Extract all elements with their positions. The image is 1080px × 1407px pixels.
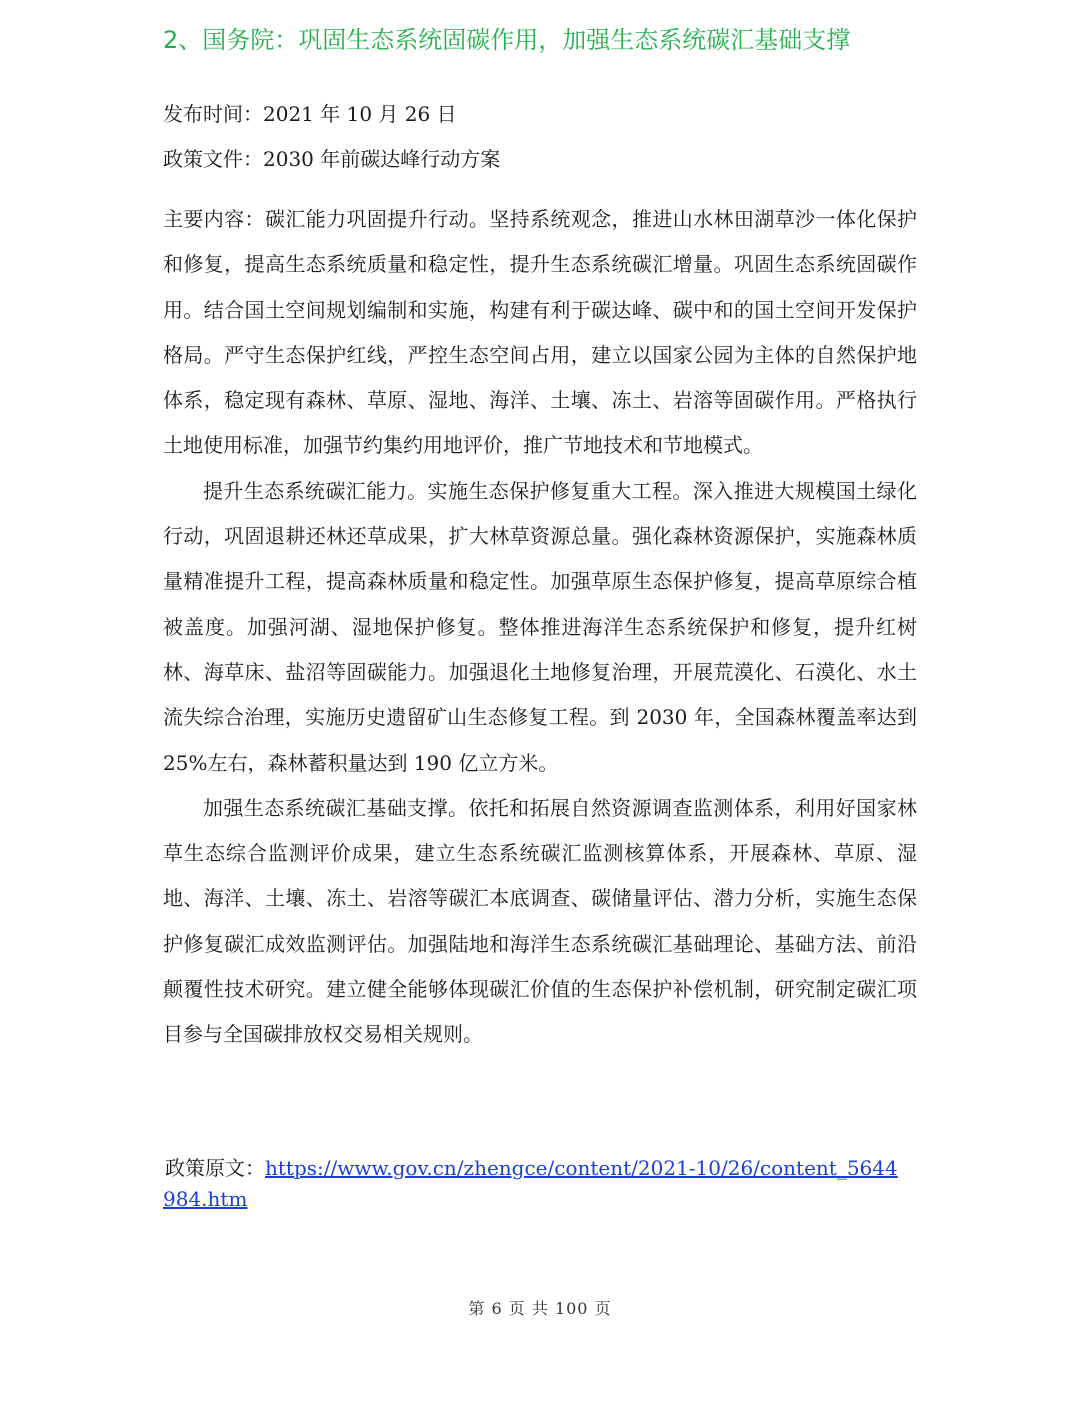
main-content: [163, 197, 917, 1058]
paragraph-carbon-sink-foundation: 加强生态系统碳汇基础支撑。依托和拓展自然资源调查监测体系，利用好国家林草生态综合监测评价成果，建立生态系统碳汇监测核算体系，开展森林、草原、湿地、海洋、土壤、冻土、岩溶等碳汇本底调查、碳储量评估、潜力分析，实施生态保护修复碳汇成效监测评估。加强陆地和海洋生态系统碳汇基础理论、基础方法、前沿颠覆性技术研究。建立健全能够体现碳汇价值的生态保护补偿机制，研究制定碳汇项目参与全国碳排放权交易相关规则。: [163, 795, 917, 1047]
policy-document-title: 政策文件：2030 年前碳达峰行动方案: [163, 147, 501, 171]
source-link[interactable]: https://www.gov.cn/zhengce/content/2021-10/26/content_5644984.htm: [163, 1156, 898, 1211]
paragraph-carbon-sink-capacity: 提升生态系统碳汇能力。实施生态保护修复重大工程。深入推进大规模国土绿化行动，巩固退耕还林还草成果，扩大林草资源总量。强化森林资源保护，实施森林质量精准提升工程，提高森林质量和稳定性。加强草原生态保护修复，提高草原综合植被盖度。加强河湖、湿地保护修复。整体推进海洋生态系统保护和修复，提升红树林、海草床、盐沼等固碳能力。加强退化土地修复治理，开展荒漠化、石漠化、水土流失综合治理，实施历史遗留矿山生态修复工程。到 2030 年，全国森林覆盖率达到 25%左右，森林蓄积量达到 190 亿立方米。: [163, 478, 917, 775]
paragraph-main-content: 主要内容：碳汇能力巩固提升行动。坚持系统观念，推进山水林田湖草沙一体化保护和修复，提高生态系统质量和稳定性，提升生态系统碳汇增量。巩固生态系统固碳作用。结合国土空间规划编制和实施，构建有利于碳达峰、碳中和的国土空间开发保护格局。严守生态保护红线，严控生态空间占用，建立以国家公园为主体的自然保护地体系，稳定现有森林、草原、湿地、海洋、土壤、冻土、岩溶等固碳作用。严格执行土地使用标准，加强节约集约用地评价，推广节地技术和节地模式。: [163, 207, 917, 458]
page-number: 第 6 页 共 100 页: [468, 1299, 612, 1318]
publish-date: 发布时间：2021 年 10 月 26 日: [163, 102, 457, 126]
policy-source: [163, 1153, 903, 1215]
section-heading: 2、国务院：巩固生态系统固碳作用，加强生态系统碳汇基础支撑: [163, 26, 851, 54]
source-label: 政策原文：: [165, 1156, 265, 1180]
